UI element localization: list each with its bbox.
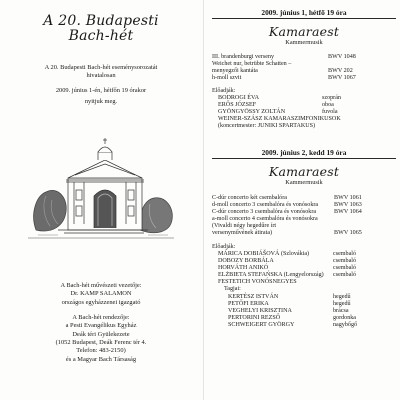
work-title: C-dúr concerto két csembalóra: [212, 194, 287, 201]
performer-name: FESTETICH VONÓSNEGYES: [218, 279, 297, 286]
concert-1: [212, 8, 396, 131]
work-title: menyegzői kantáta: [212, 68, 258, 75]
performer-role: csembaló: [333, 250, 357, 257]
performer-name: DOBOZY BORBÁLA: [218, 257, 274, 264]
church-illustration: [28, 134, 174, 242]
performer-row: [212, 95, 396, 102]
performer-row: [212, 251, 396, 258]
work-row: [212, 54, 396, 61]
work-row: [212, 202, 396, 209]
member-role: gordonka: [333, 315, 357, 322]
member-row: [212, 322, 396, 329]
ensemble-name: WEINER-SZÁSZ KAMARASZIMFONIKUSOK: [218, 116, 341, 123]
concert-subtitle: Kammermusik: [285, 39, 323, 46]
organizer-line: (1052 Budapest, Deák Ferenc tér 4.: [55, 338, 147, 346]
performer-role: csembaló: [333, 272, 357, 279]
member-role: nagybőgő: [333, 322, 358, 329]
performer-name: HORVÁTH ANIKÓ: [218, 264, 269, 271]
member-name: PETŐFI ERIKA: [228, 300, 269, 307]
performers-label: Előadják:: [212, 243, 236, 250]
work-row: [212, 209, 396, 216]
director-line: országos egyházzenei igazgató: [61, 298, 141, 306]
performer-name: MÁRICA DOBIÁŠOVÁ (Szlovákia): [218, 250, 310, 257]
divider: [212, 158, 396, 159]
member-role: brácsa: [333, 307, 349, 314]
member-name: VEGHELYI KRISZTINA: [228, 307, 292, 314]
performer-row: [212, 258, 396, 265]
work-bwv: BWV 1048: [328, 54, 356, 60]
work-row: [212, 195, 396, 202]
performer-name: BODROGI ÉVA: [218, 94, 260, 101]
performer-role: oboa: [322, 101, 334, 108]
work-row: [212, 68, 396, 75]
organizer-line: a Pesti Evangélikus Egyház: [65, 322, 137, 330]
member-row: [212, 294, 396, 301]
work-bwv: BWV 202: [328, 68, 353, 75]
performer-name: ERŐS JÓZSEF: [218, 101, 257, 108]
work-title: a-moll concerto 4 csembalóra és vonósokra: [212, 216, 318, 223]
organizer-line: A Bach-hét rendezője:: [72, 314, 130, 322]
member-role: hegedű: [333, 293, 351, 300]
performer-role: szoprán: [322, 94, 341, 101]
organizer-block: [6, 314, 196, 364]
work-row: [212, 75, 396, 82]
member-role: hegedű: [333, 300, 351, 307]
member-row: [212, 301, 396, 308]
organizer-line: és a Magyar Bach Társaság: [65, 355, 137, 363]
left-page: [6, 8, 196, 364]
work-title: h-moll szvit: [212, 75, 242, 82]
work-title: (Vivaldi négy hegedűre írt: [212, 223, 277, 230]
work-bwv: BWV 1063: [334, 201, 362, 208]
concert-date: 2009. június 1, hétfő 19 óra: [261, 8, 347, 17]
divider: [212, 18, 396, 19]
member-row: [212, 308, 396, 315]
work-title: versenyművének átirata): [212, 230, 273, 237]
director-line: A Bach-hét művészeti vezetője:: [60, 282, 142, 290]
director-line: Dr. KAMP SALAMON: [70, 290, 132, 298]
organizer-line: Telefon: 483-2150): [76, 347, 126, 355]
member-name: KERTÉSZ ISTVÁN: [228, 293, 279, 300]
work-title: d-moll concerto 3 csembalóra és vonósokra: [212, 201, 319, 208]
performer-role: fuvola: [322, 109, 338, 116]
performer-row: [212, 279, 396, 286]
performer-name: ELŻBIETA STEFAŃSKA (Lengyelország): [218, 272, 324, 279]
performer-role: csembaló: [333, 264, 357, 271]
intro-line: nyitjuk meg.: [84, 97, 118, 105]
member-name: PERTORINI REZSŐ: [228, 315, 281, 322]
performer-row: [212, 109, 396, 116]
concert-date: 2009. június 2, kedd 19 óra: [261, 147, 347, 157]
performer-name: GYÖNGYÖSSY ZOLTÁN: [218, 109, 286, 116]
work-title: Weichet nur, betrübte Schatten –: [212, 61, 292, 68]
work-title: C-dúr concerto 3 csembalóra és vonósokra: [212, 208, 317, 215]
work-bwv: BWV 1064: [334, 208, 362, 215]
intro-line: 2009. június 1-én, hétfőn 19 órakor: [55, 86, 147, 94]
concert-subtitle: Kammermusik: [285, 178, 323, 186]
work-bwv: BWV 1061: [334, 194, 362, 201]
organizer-line: Deák téri Gyülekezete: [72, 330, 130, 338]
concert-title: Kamaraest: [268, 163, 340, 179]
work-bwv: BWV 1065: [334, 230, 362, 237]
performers-label: Előadják:: [212, 87, 236, 94]
ensemble-leader: (koncertmester: JUNIKI SPARTAKUS): [218, 123, 316, 130]
members-label: Tagjai:: [224, 286, 241, 293]
page-fold: [203, 0, 204, 400]
intro-line: hivatalosan: [86, 72, 116, 80]
performer-role: csembaló: [333, 257, 357, 264]
concert-2: [212, 148, 396, 330]
artistic-director-block: [6, 282, 196, 307]
work-bwv: BWV 1067: [328, 75, 356, 82]
festival-title-line-1: A 20. Budapesti: [43, 13, 159, 29]
work-title: III. brandenburgi verseny: [212, 54, 274, 60]
festival-title-line-2: Bach-hét: [68, 28, 134, 44]
intro-line: A 20. Budapesti Bach-hét eseménysorozatát: [44, 64, 158, 71]
work-row: [212, 61, 396, 68]
right-page: [212, 8, 396, 329]
work-row: [212, 230, 396, 237]
concert-title: Kamaraest: [268, 24, 340, 39]
member-name: SCHWEIGERT GYÖRGY: [228, 322, 295, 329]
intro-text: [6, 64, 196, 106]
